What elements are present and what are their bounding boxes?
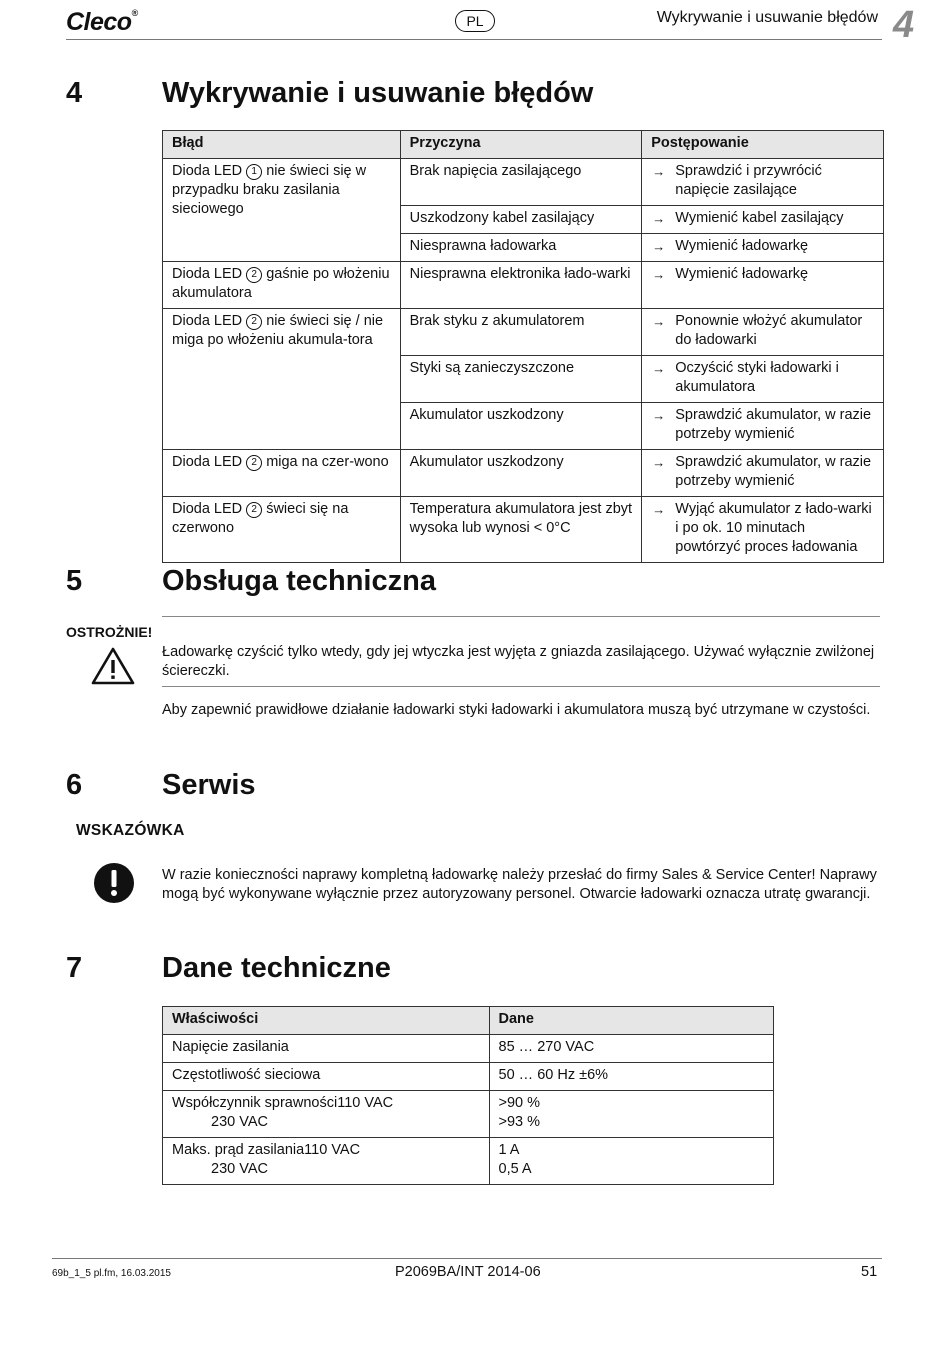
arrow-right-icon: → bbox=[652, 408, 666, 423]
action-cell bbox=[642, 497, 884, 563]
arrow-right-icon: → bbox=[652, 361, 666, 376]
led-number-badge: 1 bbox=[246, 164, 262, 180]
arrow-right-icon: → bbox=[652, 164, 666, 179]
property-sub-label: 230 VAC bbox=[211, 1114, 268, 1130]
action-text: Wymienić kabel zasilający bbox=[675, 210, 844, 226]
table-row bbox=[163, 1035, 774, 1063]
caution-text: Ładowarkę czyścić tylko wtedy, gdy jej wtyczka jest wyjęta z gniazda zasilającego. Używać wyłącznie zwilżonej ściereczki. bbox=[162, 644, 875, 679]
action-cell bbox=[642, 159, 884, 206]
maintenance-text: Aby zapewnić prawidłowe działanie ładowarki styki ładowarki i akumulatora muszą być utrzymane w czystości. bbox=[162, 702, 871, 718]
fault-cell bbox=[163, 159, 401, 262]
fault-text-end: nie świeci się / nie miga po włożeniu akumula-tora bbox=[172, 313, 384, 348]
action-cell bbox=[642, 403, 884, 450]
property-cell bbox=[163, 1091, 490, 1138]
fault-cell bbox=[163, 450, 401, 497]
cause-cell: Akumulator uszkodzony bbox=[400, 450, 642, 497]
value-line: >90 % bbox=[498, 1095, 541, 1111]
property-cell bbox=[163, 1138, 490, 1185]
value-cell bbox=[489, 1138, 773, 1185]
column-header-fault: Błąd bbox=[163, 131, 401, 159]
footer-divider bbox=[52, 1258, 882, 1259]
column-header-data: Dane bbox=[489, 1007, 773, 1035]
section-7-title: Dane techniczne bbox=[162, 952, 391, 984]
language-badge: PL bbox=[455, 10, 495, 32]
led-number-badge: 2 bbox=[246, 314, 262, 330]
column-header-cause: Przyczyna bbox=[400, 131, 642, 159]
fault-text-start: Dioda LED bbox=[172, 313, 243, 329]
caution-bottom-divider bbox=[162, 686, 880, 687]
arrow-right-icon: → bbox=[652, 267, 666, 282]
action-text: Sprawdzić akumulator, w razie potrzeby wymienić bbox=[675, 407, 872, 442]
fault-cell bbox=[163, 309, 401, 450]
action-text: Wyjąć akumulator z łado-warki i po ok. 10 minutach powtórzyć proces ładowania bbox=[675, 501, 872, 555]
troubleshooting-table bbox=[162, 130, 884, 563]
service-note-text: W razie konieczności naprawy kompletną ładowarkę należy przesłać do firmy Sales & Service Center! Naprawy mogą być wykonywane wyłącznie przez autoryzowany personel. Otwarcie ładowarki oznacza utratę gwarancji. bbox=[162, 867, 877, 902]
cause-cell: Niesprawna ładowarka bbox=[400, 234, 642, 262]
cause-cell: Uszkodzony kabel zasilający bbox=[400, 206, 642, 234]
table-row bbox=[163, 1091, 774, 1138]
warning-triangle-icon bbox=[90, 646, 136, 691]
action-text: Wymienić ładowarkę bbox=[675, 266, 809, 282]
fault-text-end: gaśnie po włożeniu akumulatora bbox=[172, 266, 390, 301]
arrow-right-icon: → bbox=[652, 455, 666, 470]
table-row bbox=[163, 262, 884, 309]
troubleshooting-rows bbox=[163, 159, 884, 563]
action-text: Sprawdzić i przywrócić napięcie zasilające bbox=[675, 163, 822, 198]
arrow-right-icon: → bbox=[652, 502, 666, 517]
action-cell bbox=[642, 234, 884, 262]
action-cell bbox=[642, 450, 884, 497]
header-divider bbox=[66, 39, 882, 40]
cause-cell: Styki są zanieczyszczone bbox=[400, 356, 642, 403]
led-number-badge: 2 bbox=[246, 455, 262, 471]
fault-text-end: świeci się na czerwono bbox=[172, 501, 349, 536]
section-5-title: Obsługa techniczna bbox=[162, 565, 436, 597]
section-4-title: Wykrywanie i usuwanie błędów bbox=[162, 77, 594, 109]
fault-text-start: Dioda LED bbox=[172, 163, 243, 179]
section-6-title: Serwis bbox=[162, 769, 256, 801]
column-header-property: Właściwości bbox=[163, 1007, 490, 1035]
property-label: Współczynnik sprawności bbox=[172, 1095, 338, 1111]
action-text: Wymienić ładowarkę bbox=[675, 238, 809, 254]
property-label: Maks. prąd zasilania bbox=[172, 1142, 305, 1158]
fault-text-end: nie świeci się w przypadku braku zasilania sieciowego bbox=[172, 163, 367, 217]
led-number-badge: 2 bbox=[246, 502, 262, 518]
section-4-number: 4 bbox=[66, 77, 83, 109]
arrow-right-icon: → bbox=[652, 211, 666, 226]
table-row bbox=[163, 450, 884, 497]
property-sub-label: 110 VAC bbox=[337, 1095, 394, 1111]
action-cell bbox=[642, 206, 884, 234]
header-title: Wykrywanie i usuwanie błędów bbox=[656, 9, 878, 26]
page-number: 51 bbox=[861, 1264, 878, 1280]
value-line: >93 % bbox=[498, 1114, 541, 1130]
technical-data-table bbox=[162, 1006, 774, 1185]
exclamation-circle-icon bbox=[93, 862, 135, 909]
cleco-logo: Cleco® bbox=[66, 8, 138, 36]
action-text: Sprawdzić akumulator, w razie potrzeby wymienić bbox=[675, 454, 872, 489]
property-sub-label: 230 VAC bbox=[211, 1161, 268, 1177]
action-text: Ponownie włożyć akumulator do ładowarki bbox=[675, 313, 863, 348]
value-cell bbox=[489, 1091, 773, 1138]
cause-cell: Temperatura akumulatora jest zbyt wysoka lub wynosi < 0°C bbox=[400, 497, 642, 563]
property-cell: Częstotliwość sieciowa bbox=[163, 1063, 490, 1091]
fault-text-end: miga na czer-wono bbox=[266, 454, 389, 470]
action-cell bbox=[642, 309, 884, 356]
fault-text-start: Dioda LED bbox=[172, 501, 243, 517]
arrow-right-icon: → bbox=[652, 314, 666, 329]
table-row bbox=[163, 159, 884, 206]
cause-cell: Brak napięcia zasilającego bbox=[400, 159, 642, 206]
action-cell bbox=[642, 356, 884, 403]
fault-cell bbox=[163, 497, 401, 563]
value-cell: 50 … 60 Hz ±6% bbox=[489, 1063, 773, 1091]
fault-cell bbox=[163, 262, 401, 309]
section-6-number: 6 bbox=[66, 769, 83, 801]
action-cell bbox=[642, 262, 884, 309]
table-row bbox=[163, 1138, 774, 1185]
value-cell: 85 … 270 VAC bbox=[489, 1035, 773, 1063]
fault-text-start: Dioda LED bbox=[172, 266, 243, 282]
chapter-number: 4 bbox=[893, 4, 915, 46]
section-7-number: 7 bbox=[66, 952, 83, 984]
cause-cell: Niesprawna elektronika łado-warki bbox=[400, 262, 642, 309]
cause-cell: Akumulator uszkodzony bbox=[400, 403, 642, 450]
action-text: Oczyścić styki ładowarki i akumulatora bbox=[675, 360, 839, 395]
caution-top-divider bbox=[162, 616, 880, 617]
fault-text-start: Dioda LED bbox=[172, 454, 243, 470]
property-sub-label: 110 VAC bbox=[304, 1142, 361, 1158]
property-cell: Napięcie zasilania bbox=[163, 1035, 490, 1063]
cause-cell: Brak styku z akumulatorem bbox=[400, 309, 642, 356]
footer-file-info: 69b_1_5 pl.fm, 16.03.2015 bbox=[52, 1268, 171, 1279]
section-5-number: 5 bbox=[66, 565, 83, 597]
table-row bbox=[163, 1063, 774, 1091]
value-line: 0,5 A bbox=[498, 1161, 532, 1177]
led-number-badge: 2 bbox=[246, 267, 262, 283]
footer-document-id: P2069BA/INT 2014-06 bbox=[395, 1264, 541, 1280]
arrow-right-icon: → bbox=[652, 239, 666, 254]
table-row bbox=[163, 497, 884, 563]
caution-label: OSTROŻNIE! bbox=[66, 624, 153, 640]
column-header-action: Postępowanie bbox=[642, 131, 884, 159]
note-label: WSKAZÓWKA bbox=[76, 822, 185, 839]
value-line: 1 A bbox=[498, 1142, 520, 1158]
table-row bbox=[163, 309, 884, 356]
